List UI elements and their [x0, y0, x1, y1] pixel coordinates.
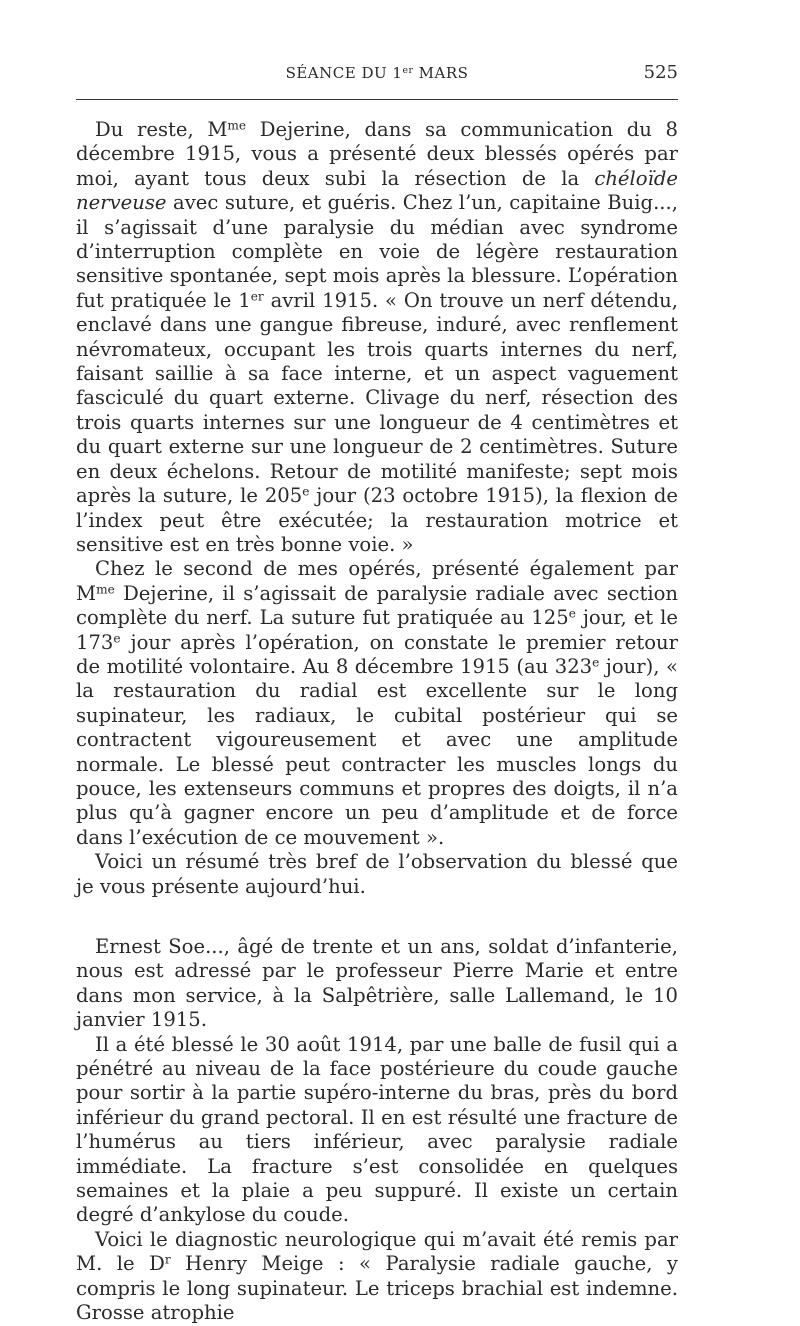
- paragraph-6: Voici le diagnostic neurologique qui m’avait été remis par M. le $D^r$ Henry Meige : « Paralysie radiale gauche, y compris le long supinateur. Le triceps brachial est indemne. Grosse atrophie: [76, 1227, 679, 1325]
- title-text-end: MARS: [413, 64, 469, 82]
- header-rule: [76, 99, 678, 100]
- paragraph-4: Ernest Soe..., âgé de trente et un ans, soldat d’infanterie, nous est adressé par le professeur Pierre Marie et entre dans mon service, à la Salpêtrière, salle Lallemand, le 10 janvier 1915.: [76, 935, 678, 1032]
- running-title: [76, 64, 678, 82]
- body-text: [76, 118, 678, 1326]
- title-text: SÉANCE DU 1: [285, 64, 403, 82]
- paragraph-2: Chez le second de mes opérés, présenté également par $M^{me}$ Dejerine, il s’agissait de paralysie radiale avec section complète du nerf. La suture fut pratiquée au 125e jour, et le 173e jour après l’opération, on constate le premier retour de motilité volontaire. Au 8 décembre 1915 (au 323e jour), « la restauration du radial est excellente sur le long supinateur, les radiaux, le cubital postérieur qui se contractent vigoureusement et avec une amplitude normale. Le blessé peut contracter les muscles longs du pouce, les extenseurs communs et propres des doigts, il n’a plus qu’à gagner encore un peu d’amplitude et de force dans l’exécution de ce mouvement ».: [76, 557, 678, 849]
- running-header: [76, 64, 678, 90]
- paragraph-1: Du reste, $M^{me}$ Dejerine, dans sa communication du 8 décembre 1915, vous a présenté deux blessés opérés par moi, ayant tous deux subi la résection de la chéloïde nerveuse avec suture, et guéris. Chez l’un, capitaine Buig..., il s’agissait d’une paralysie du médian avec syndrome d’interruption complète en voie de légère restauration sensitive spontanée, sept mois après la blessure. L’opération fut pratiquée le 1er avril 1915. « On trouve un nerf détendu, enclavé dans une gangue fibreuse, induré, avec renflement névromateux, occupant les trois quarts internes du nerf, faisant saillie à sa face interne, et un aspect vaguement fasciculé du quart externe. Clivage du nerf, résection des trois quarts internes sur une longueur de 4 centimètres et du quart externe sur une longueur de 2 centimètres. Suture en deux échelons. Retour de motilité manifeste; sept mois après la suture, le 205e jour (23 octobre 1915), la flexion de l’index peut être exécutée; la restauration motrice et sensitive est en très bonne voie. »: [76, 118, 679, 556]
- paragraph-5: Il a été blessé le 30 août 1914, par une balle de fusil qui a pénétré au niveau de la face postérieure du coude gauche pour sortir à la partie supéro-interne du bras, près du bord inférieur du grand pectoral. Il en est résulté une fracture de l’humérus au tiers inférieur, avec paralysie radiale immédiate. La fracture s’est consolidée en quelques semaines et la plaie a peu suppuré. Il existe un certain degré d’ankylose du coude.: [76, 1032, 678, 1227]
- title-superscript: er: [402, 64, 414, 76]
- paragraph-3: Voici un résumé très bref de l’observation du blessé que je vous présente aujourd’hui.: [76, 850, 678, 898]
- page-number: 525: [643, 62, 678, 83]
- italic-term: chéloïde nerveuse: [76, 166, 678, 215]
